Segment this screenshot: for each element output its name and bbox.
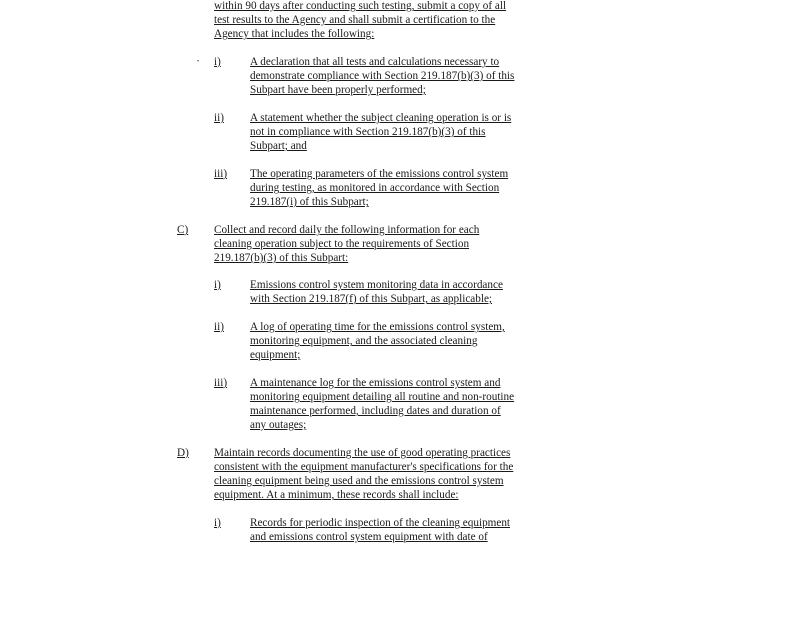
intro-line: test results to the Agency and shall submit a certification to the — [214, 14, 496, 26]
item-line: Subpart; and — [250, 140, 307, 152]
item-line: and emissions control system equipment with date of — [250, 531, 488, 543]
item-line: monitoring equipment, and the associated cleaning — [250, 335, 478, 347]
item-line: equipment; — [250, 349, 301, 361]
item-line: The operating parameters of the emissions control system — [250, 168, 509, 180]
section-line: Maintain records documenting the use of good operating practices — [214, 447, 511, 459]
item-line: A statement whether the subject cleaning operation is or is — [250, 112, 512, 124]
item-line: not in compliance with Section 219.187(b)(3) of this — [250, 126, 486, 138]
item-line: A declaration that all tests and calculations necessary to — [250, 56, 500, 68]
item-line: during testing, as monitored in accordance with Section — [250, 182, 500, 194]
section-marker: D) — [177, 447, 189, 459]
item-line: monitoring equipment detailing all routine and non-routine — [250, 391, 515, 403]
item-marker: iii) — [214, 377, 228, 389]
section-line: consistent with the equipment manufacturer's specifications for the — [214, 461, 514, 473]
item-line: with Section 219.187(f) of this Subpart, as applicable; — [250, 293, 493, 305]
section-line: cleaning equipment being used and the emissions control system — [214, 475, 504, 487]
bullet-mark-icon: • — [197, 59, 200, 65]
item-line: maintenance performed, including dates and duration of — [250, 405, 501, 417]
item-marker: ii) — [214, 112, 224, 124]
item-line: Subpart have been properly performed; — [250, 84, 426, 96]
intro-line: within 90 days after conducting such testing, submit a copy of all — [214, 0, 507, 12]
item-line: A maintenance log for the emissions control system and — [250, 377, 501, 389]
section-line: cleaning operation subject to the requirements of Section — [214, 238, 470, 250]
item-marker: i) — [214, 517, 221, 529]
item-line: demonstrate compliance with Section 219.187(b)(3) of this — [250, 70, 515, 82]
item-marker: iii) — [214, 168, 228, 180]
intro-line: Agency that includes the following: — [214, 28, 375, 40]
section-line: equipment. At a minimum, these records shall include: — [214, 489, 459, 501]
item-line: Records for periodic inspection of the cleaning equipment — [250, 517, 511, 529]
item-line: 219.187(i) of this Subpart; — [250, 196, 369, 208]
item-line: Emissions control system monitoring data in accordance — [250, 279, 503, 291]
item-marker: i) — [214, 56, 221, 68]
item-marker: i) — [214, 279, 221, 291]
item-line: any outages; — [250, 419, 307, 431]
section-marker: C) — [177, 224, 189, 236]
item-line: A log of operating time for the emissions control system, — [250, 321, 505, 333]
section-line: 219.187(b)(3) of this Subpart: — [214, 252, 349, 264]
section-line: Collect and record daily the following information for each — [214, 224, 480, 236]
item-marker: ii) — [214, 321, 224, 333]
